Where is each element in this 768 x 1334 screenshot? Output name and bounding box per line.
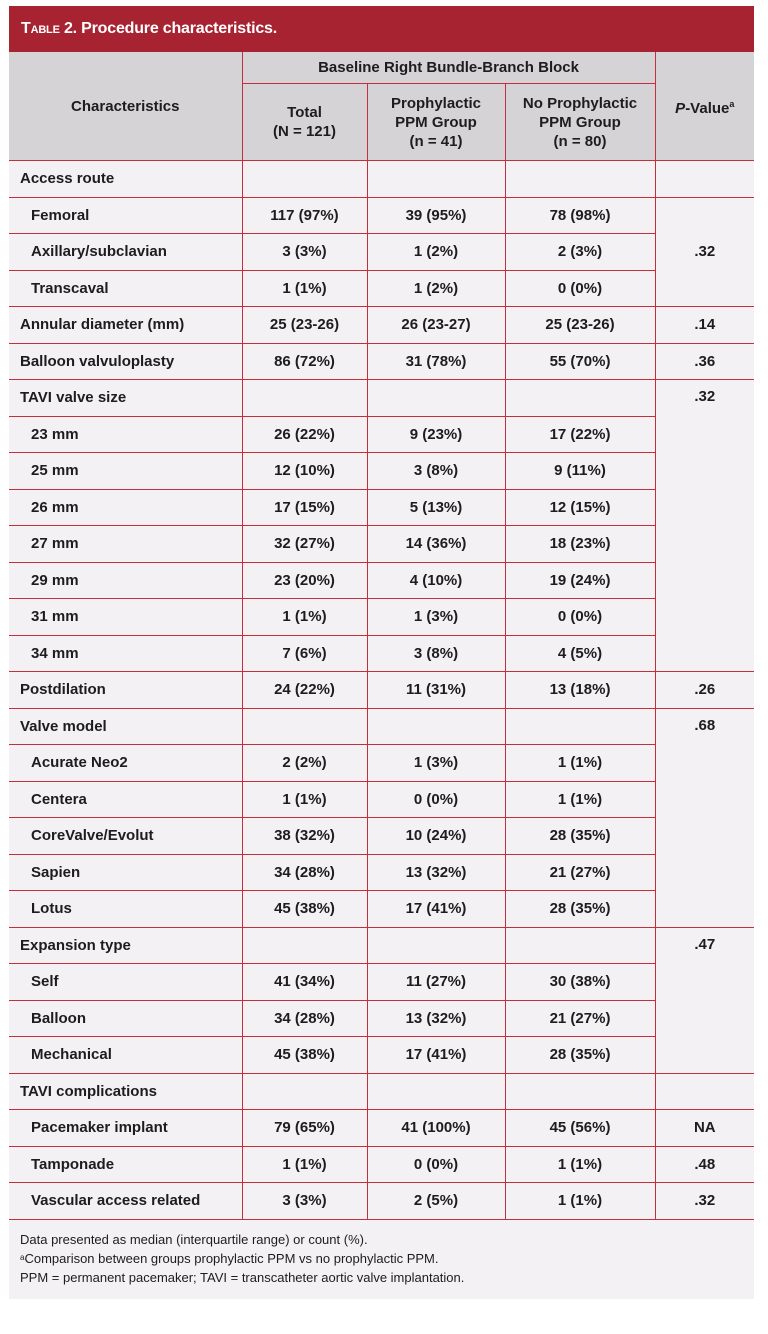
- row-label: Centera: [9, 781, 242, 818]
- cell-no-prophylactic: 21 (27%): [505, 1000, 655, 1037]
- row-label: Balloon valvuloplasty: [9, 343, 242, 380]
- row-label: TAVI valve size: [9, 380, 242, 417]
- cell-pvalue: .26: [655, 672, 754, 709]
- row-label: 26 mm: [9, 489, 242, 526]
- cell-prophylactic: 1 (3%): [367, 745, 505, 782]
- cell-prophylactic: 5 (13%): [367, 489, 505, 526]
- cell-prophylactic: 13 (32%): [367, 1000, 505, 1037]
- cell-total: 12 (10%): [242, 453, 367, 490]
- row-label: Balloon: [9, 1000, 242, 1037]
- table-row: [9, 307, 754, 344]
- cell-total: 45 (38%): [242, 891, 367, 928]
- cell-no-prophylactic: 28 (35%): [505, 891, 655, 928]
- cell-prophylactic: 4 (10%): [367, 562, 505, 599]
- cell-total: 1 (1%): [242, 270, 367, 307]
- cell-pvalue: .47: [655, 927, 754, 1073]
- cell-no-prophylactic: 1 (1%): [505, 745, 655, 782]
- cell-total: 17 (15%): [242, 489, 367, 526]
- table-row: [9, 818, 754, 855]
- cell-prophylactic: 1 (3%): [367, 599, 505, 636]
- cell-prophylactic: 1 (2%): [367, 270, 505, 307]
- footnote-data-presentation: Data presented as median (interquartile range) or count (%).: [20, 1231, 368, 1247]
- cell-total: 24 (22%): [242, 672, 367, 709]
- cell-no-prophylactic: 28 (35%): [505, 818, 655, 855]
- cell-prophylactic: 17 (41%): [367, 891, 505, 928]
- cell-total: 3 (3%): [242, 234, 367, 271]
- cell-total: 2 (2%): [242, 745, 367, 782]
- table-row: [9, 161, 754, 198]
- cell-prophylactic: 3 (8%): [367, 635, 505, 672]
- table-row: [9, 745, 754, 782]
- cell-no-prophylactic: 17 (22%): [505, 416, 655, 453]
- table-row: [9, 1000, 754, 1037]
- cell-total: 45 (38%): [242, 1037, 367, 1074]
- cell-total: 7 (6%): [242, 635, 367, 672]
- table-row: [9, 380, 754, 417]
- table-row: [9, 270, 754, 307]
- cell-prophylactic: 2 (5%): [367, 1183, 505, 1220]
- header-no-prophylactic: No Prophylactic PPM Group (n = 80): [505, 84, 655, 161]
- row-label: Annular diameter (mm): [9, 307, 242, 344]
- cell-prophylactic: 10 (24%): [367, 818, 505, 855]
- cell-no-prophylactic: 13 (18%): [505, 672, 655, 709]
- cell-pvalue: .32: [655, 1183, 754, 1220]
- table-row: [9, 964, 754, 1001]
- table-row: [9, 197, 754, 234]
- row-label: Valve model: [9, 708, 242, 745]
- table-row: [9, 891, 754, 928]
- cell-prophylactic: 13 (32%): [367, 854, 505, 891]
- table-row: [9, 343, 754, 380]
- cell-no-prophylactic: 19 (24%): [505, 562, 655, 599]
- table-row: [9, 1110, 754, 1147]
- table-row: [9, 453, 754, 490]
- table-row: [9, 1146, 754, 1183]
- row-label: 29 mm: [9, 562, 242, 599]
- cell-total: 25 (23-26): [242, 307, 367, 344]
- cell-pvalue: .48: [655, 1146, 754, 1183]
- cell-total: 86 (72%): [242, 343, 367, 380]
- cell-pvalue: .32: [655, 197, 754, 307]
- cell-pvalue: .36: [655, 343, 754, 380]
- cell-no-prophylactic: 45 (56%): [505, 1110, 655, 1147]
- table-row: [9, 526, 754, 563]
- cell-prophylactic: 31 (78%): [367, 343, 505, 380]
- row-label: Sapien: [9, 854, 242, 891]
- cell-prophylactic: 26 (23-27): [367, 307, 505, 344]
- table-row: [9, 562, 754, 599]
- cell-total: 79 (65%): [242, 1110, 367, 1147]
- cell-total: 1 (1%): [242, 1146, 367, 1183]
- row-label: TAVI complications: [9, 1073, 242, 1110]
- table-row: [9, 1073, 754, 1110]
- cell-total: 34 (28%): [242, 854, 367, 891]
- row-label: Postdilation: [9, 672, 242, 709]
- footnote-comparison: $^a$Comparison between groups prophylactic PPM vs no prophylactic PPM.: [20, 1250, 439, 1266]
- cell-total: 34 (28%): [242, 1000, 367, 1037]
- cell-total: 41 (34%): [242, 964, 367, 1001]
- table-row: [9, 599, 754, 636]
- table-footnotes: [9, 1220, 754, 1299]
- table-row: [9, 489, 754, 526]
- cell-no-prophylactic: 18 (23%): [505, 526, 655, 563]
- cell-total: 117 (97%): [242, 197, 367, 234]
- row-label: Lotus: [9, 891, 242, 928]
- cell-total: 32 (27%): [242, 526, 367, 563]
- table-row: [9, 708, 754, 745]
- cell-no-prophylactic: 1 (1%): [505, 781, 655, 818]
- header-group-span: Baseline Right Bundle-Branch Block: [242, 52, 655, 84]
- cell-no-prophylactic: 0 (0%): [505, 270, 655, 307]
- row-label: Expansion type: [9, 927, 242, 964]
- cell-no-prophylactic: 28 (35%): [505, 1037, 655, 1074]
- cell-no-prophylactic: 55 (70%): [505, 343, 655, 380]
- row-label: Tamponade: [9, 1146, 242, 1183]
- row-label: 25 mm: [9, 453, 242, 490]
- header-pvalue: P-Value$^a$: [655, 52, 754, 161]
- footnote-abbreviations: PPM = permanent pacemaker; TAVI = transcatheter aortic valve implantation.: [20, 1269, 465, 1285]
- row-label: Pacemaker implant: [9, 1110, 242, 1147]
- cell-total: 38 (32%): [242, 818, 367, 855]
- cell-prophylactic: 17 (41%): [367, 1037, 505, 1074]
- table-row: [9, 1037, 754, 1074]
- header-prophylactic: Prophylactic PPM Group (n = 41): [367, 84, 505, 161]
- row-label: CoreValve/Evolut: [9, 818, 242, 855]
- cell-pvalue: .14: [655, 307, 754, 344]
- cell-prophylactic: 1 (2%): [367, 234, 505, 271]
- row-label: Transcaval: [9, 270, 242, 307]
- row-label: Axillary/subclavian: [9, 234, 242, 271]
- table-title-bar: [9, 6, 754, 52]
- cell-pvalue: NA: [655, 1110, 754, 1147]
- table-row: [9, 672, 754, 709]
- row-label: Femoral: [9, 197, 242, 234]
- cell-prophylactic: 11 (27%): [367, 964, 505, 1001]
- row-label: 27 mm: [9, 526, 242, 563]
- table-row: [9, 234, 754, 271]
- table-row: [9, 854, 754, 891]
- row-label: 34 mm: [9, 635, 242, 672]
- cell-total: 3 (3%): [242, 1183, 367, 1220]
- row-label: 23 mm: [9, 416, 242, 453]
- cell-prophylactic: 39 (95%): [367, 197, 505, 234]
- table-number: Table 2.: [21, 20, 77, 37]
- table-container: [9, 6, 754, 1299]
- cell-no-prophylactic: 30 (38%): [505, 964, 655, 1001]
- cell-pvalue: .32: [655, 380, 754, 672]
- row-label: Mechanical: [9, 1037, 242, 1074]
- cell-total: 1 (1%): [242, 781, 367, 818]
- cell-no-prophylactic: 0 (0%): [505, 599, 655, 636]
- cell-total: 23 (20%): [242, 562, 367, 599]
- table-row: [9, 416, 754, 453]
- cell-no-prophylactic: 4 (5%): [505, 635, 655, 672]
- header-total: Total (N = 121): [242, 84, 367, 161]
- cell-prophylactic: 41 (100%): [367, 1110, 505, 1147]
- cell-prophylactic: 14 (36%): [367, 526, 505, 563]
- cell-prophylactic: 0 (0%): [367, 781, 505, 818]
- table-row: [9, 635, 754, 672]
- cell-no-prophylactic: 2 (3%): [505, 234, 655, 271]
- cell-no-prophylactic: 25 (23-26): [505, 307, 655, 344]
- cell-no-prophylactic: 21 (27%): [505, 854, 655, 891]
- cell-no-prophylactic: 9 (11%): [505, 453, 655, 490]
- cell-no-prophylactic: 1 (1%): [505, 1183, 655, 1220]
- table-caption: Procedure characteristics.: [81, 20, 277, 37]
- cell-prophylactic: 0 (0%): [367, 1146, 505, 1183]
- cell-total: 1 (1%): [242, 599, 367, 636]
- table-row: [9, 927, 754, 964]
- header-characteristics: Characteristics: [9, 52, 242, 161]
- row-label: Self: [9, 964, 242, 1001]
- cell-prophylactic: 11 (31%): [367, 672, 505, 709]
- row-label: Vascular access related: [9, 1183, 242, 1220]
- cell-total: 26 (22%): [242, 416, 367, 453]
- table-row: [9, 781, 754, 818]
- row-label: Acurate Neo2: [9, 745, 242, 782]
- cell-no-prophylactic: 12 (15%): [505, 489, 655, 526]
- cell-prophylactic: 3 (8%): [367, 453, 505, 490]
- cell-pvalue: .68: [655, 708, 754, 927]
- cell-prophylactic: 9 (23%): [367, 416, 505, 453]
- cell-no-prophylactic: 78 (98%): [505, 197, 655, 234]
- procedure-table: [9, 52, 754, 1220]
- row-label: Access route: [9, 161, 242, 198]
- cell-no-prophylactic: 1 (1%): [505, 1146, 655, 1183]
- row-label: 31 mm: [9, 599, 242, 636]
- table-row: [9, 1183, 754, 1220]
